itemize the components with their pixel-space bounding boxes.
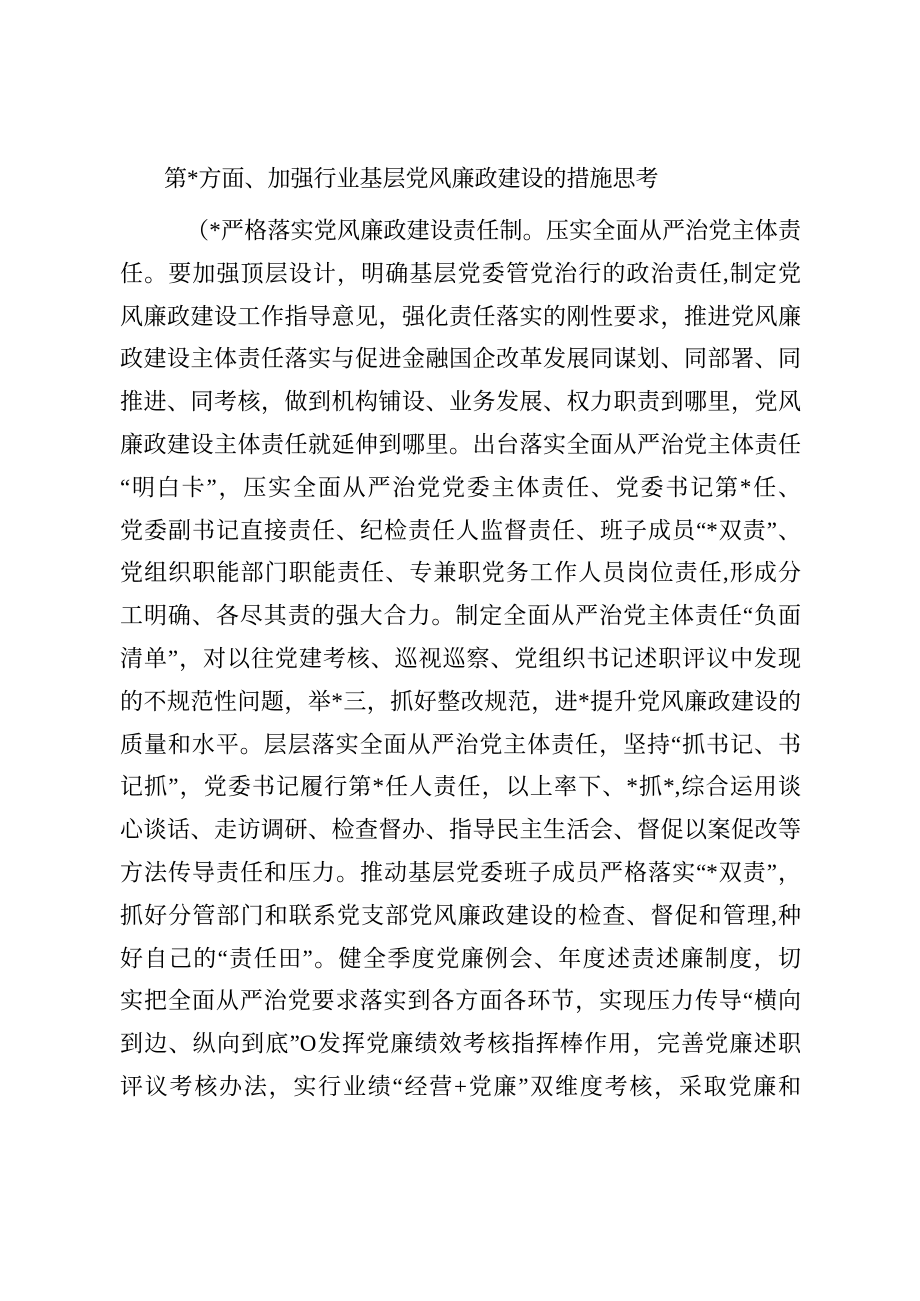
text-line: 任。要加强顶层设计，明确基层党委管党治行的政治责任,制定党 bbox=[120, 260, 801, 286]
text-line: 的不规范性问题，举*三，抓好整改规范，进*提升党风廉政建设的 bbox=[120, 688, 801, 714]
text-line: 政建设主体责任落实与促进金融国企改革发展同谋划、同部署、同 bbox=[120, 346, 801, 372]
text-line: 评议考核办法，实行业绩“经营+党廉”双维度考核，采取党廉和 bbox=[120, 1073, 801, 1099]
text-line: 抓好分管部门和联系党支部党风廉政建设的检查、督促和管理,种 bbox=[120, 902, 801, 928]
text-line: 党委副书记直接责任、纪检责任人监督责任、班子成员“*双责”、 bbox=[120, 517, 801, 543]
text-line: 记抓”，党委书记履行第*任人责任，以上率下、*抓*,综合运用谈 bbox=[120, 774, 801, 800]
paragraph bbox=[120, 210, 801, 1109]
text-line: 到边、纵向到底”O发挥党廉绩效考核指挥棒作用，完善党廉述职 bbox=[120, 1031, 801, 1057]
text-line: 廉政建设主体责任就延伸到哪里。出台落实全面从严治党主体责任 bbox=[120, 431, 801, 457]
text-line: 党组织职能部门职能责任、专兼职党务工作人员岗位责任,形成分 bbox=[120, 560, 801, 586]
text-line: “明白卡”，压实全面从严治党党委主体责任、党委书记第*任、 bbox=[120, 474, 801, 500]
text-line: 实把全面从严治党要求落实到各方面各环节，实现压力传导“横向 bbox=[120, 988, 801, 1014]
text-line: 方法传导责任和压力。推动基层党委班子成员严格落实“*双责”， bbox=[120, 859, 801, 885]
text-line: 清单”，对以往党建考核、巡视巡察、党组织书记述职评议中发现 bbox=[120, 645, 801, 671]
text-line: 心谈话、走访调研、检查督办、指导民主生活会、督促以案促改等 bbox=[120, 817, 801, 843]
text-line: 推进、同考核，做到机构铺设、业务发展、权力职责到哪里，党风 bbox=[120, 389, 801, 415]
text-line: 风廉政建设工作指导意见，强化责任落实的刚性要求，推进党风廉 bbox=[120, 303, 801, 329]
section-title: 第*方面、加强行业基层党风廉政建设的措施思考 bbox=[164, 166, 659, 191]
document-content bbox=[120, 157, 801, 1109]
text-line: 质量和水平。层层落实全面从严治党主体责任，坚持“抓书记、书 bbox=[120, 731, 801, 757]
text-line: 好自己的“责任田”。健全季度党廉例会、年度述责述廉制度，切 bbox=[120, 945, 801, 971]
text-line: 工明确、各尽其责的强大合力。制定全面从严治党主体责任“负面 bbox=[120, 603, 801, 629]
text-line: （*严格落实党风廉政建设责任制。压实全面从严治党主体责 bbox=[186, 218, 801, 243]
